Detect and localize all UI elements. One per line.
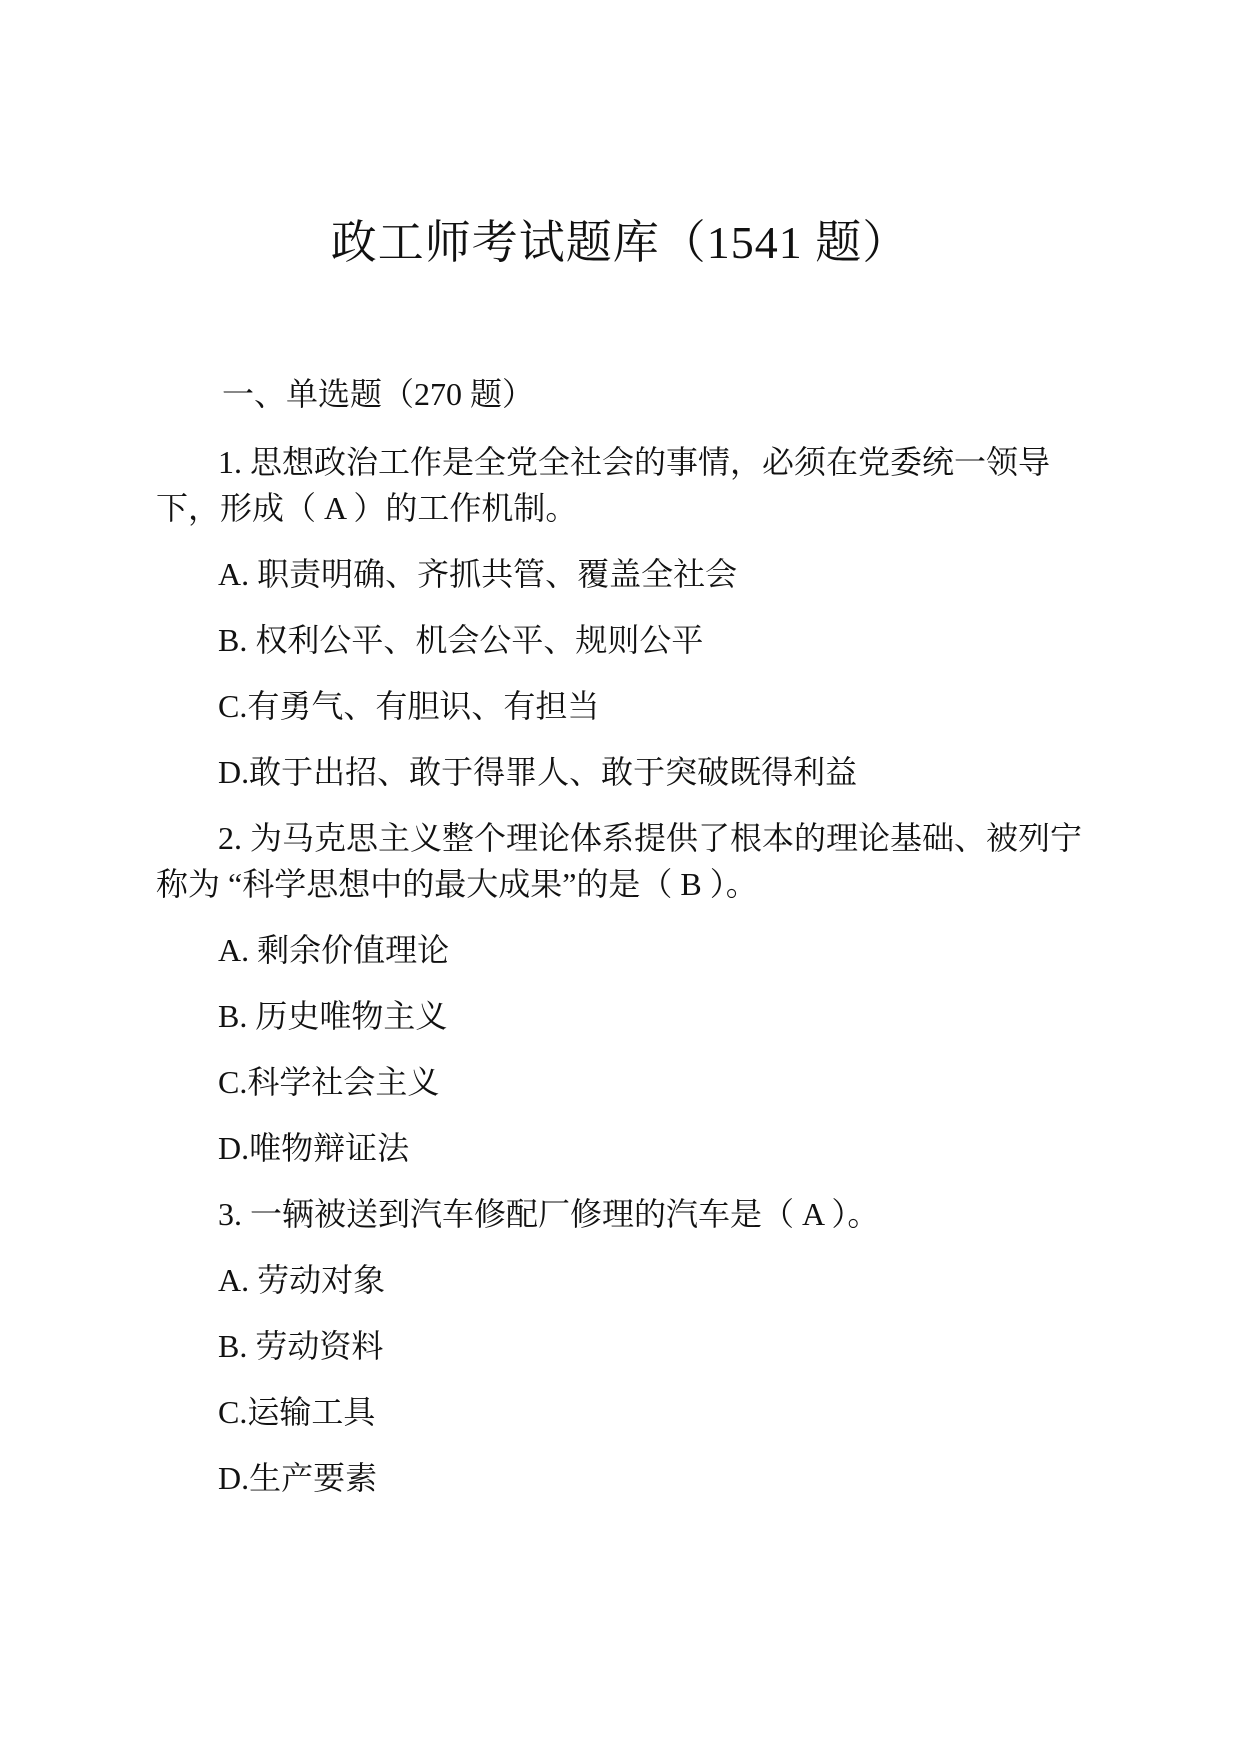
question-3-option-b: B. 劳动资料 bbox=[218, 1328, 384, 1364]
question-2-option-b: B. 历史唯物主义 bbox=[218, 998, 448, 1034]
question-1-option-c: C.有勇气、有胆识、有担当 bbox=[218, 688, 600, 724]
question-1-stem-line-1: 1. 思想政治工作是全党全社会的事情，必须在党委统一领导 bbox=[218, 444, 1051, 480]
question-2-option-a: A. 剩余价值理论 bbox=[218, 932, 450, 968]
question-3-stem: 3. 一辆被送到汽车修配厂修理的汽车是（ A ）。 bbox=[218, 1196, 880, 1232]
question-3-option-a: A. 劳动对象 bbox=[218, 1262, 386, 1298]
question-2-stem-line-2: 称为 “科学思想中的最大成果”的是（ B ）。 bbox=[156, 866, 758, 902]
document-title: 政工师考试题库（1541 题） bbox=[330, 217, 910, 268]
question-2-stem-line-1: 2. 为马克思主义整个理论体系提供了根本的理论基础、被列宁 bbox=[218, 820, 1083, 856]
question-1-option-b: B. 权利公平、机会公平、规则公平 bbox=[218, 622, 704, 658]
question-1-stem-line-2: 下，形成（ A ）的工作机制。 bbox=[156, 490, 578, 526]
question-1-option-a: A. 职责明确、齐抓共管、覆盖全社会 bbox=[218, 556, 738, 592]
question-3-option-d: D.生产要素 bbox=[218, 1460, 378, 1496]
question-2-option-d: D.唯物辩证法 bbox=[218, 1130, 410, 1166]
question-1-option-d: D.敢于出招、敢于得罪人、敢于突破既得利益 bbox=[218, 754, 858, 790]
question-2-option-c: C.科学社会主义 bbox=[218, 1064, 440, 1100]
section-heading: 一、单选题（270 题） bbox=[222, 376, 535, 412]
question-3-option-c: C.运输工具 bbox=[218, 1394, 376, 1430]
